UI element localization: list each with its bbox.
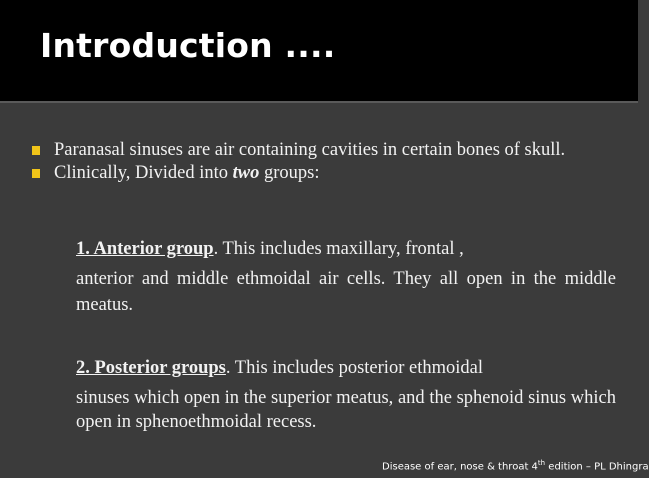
- bullet-text-emphasis: two: [232, 163, 260, 183]
- posterior-group-heading-line: [76, 355, 616, 381]
- source-citation: [382, 459, 649, 472]
- anterior-group-heading-line: [76, 236, 616, 262]
- citation-superscript: th: [537, 459, 546, 467]
- posterior-group-heading: 2. Posterior groups: [76, 358, 226, 378]
- bullet-text-prefix: Clinically, Divided into: [54, 163, 233, 183]
- citation-text-end: edition – PL Dhingra: [545, 461, 649, 473]
- title-bar: [0, 0, 638, 101]
- bullet-list: [32, 139, 612, 185]
- bullet-text: Paranasal sinuses are air containing cavities in certain bones of skull.: [54, 140, 566, 160]
- anterior-group-heading-tail: . This includes maxillary, frontal ,: [213, 239, 464, 259]
- square-bullet-icon: [32, 146, 40, 155]
- bullet-item-classification: [32, 162, 612, 185]
- slide-title: Introduction ....: [40, 26, 336, 65]
- bullet-text-suffix: groups:: [259, 163, 320, 183]
- bullet-item-definition: [32, 139, 612, 162]
- posterior-group-heading-tail: . This includes posterior ethmoidal: [225, 358, 483, 378]
- anterior-group-body: anterior and middle ethmoidal air cells. They all open in the middle meatus.: [76, 269, 616, 315]
- square-bullet-icon: [32, 169, 40, 178]
- citation-text: Disease of ear, nose & throat 4: [382, 461, 538, 473]
- posterior-group-body: sinuses which open in the superior meatus, and the sphenoid sinus which open in sphenoethmoidal recess.: [76, 388, 616, 432]
- anterior-group-heading: 1. Anterior group: [76, 239, 214, 259]
- title-divider: [0, 101, 638, 103]
